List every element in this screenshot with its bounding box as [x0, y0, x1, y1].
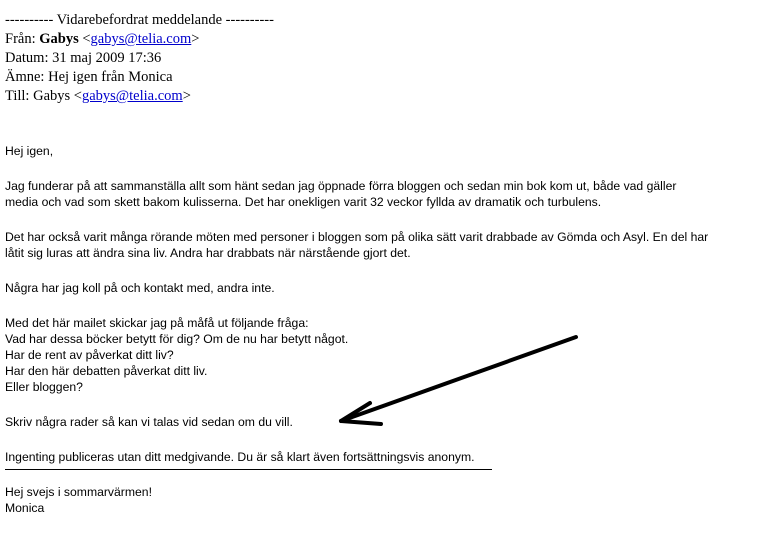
paragraph-3: [5, 280, 760, 296]
subject-value: Hej igen från Monica: [48, 69, 173, 85]
date-value: 31 maj 2009 17:36: [52, 50, 162, 66]
from-email-link[interactable]: gabys@telia.com: [90, 31, 192, 47]
question-3: Har den här debatten påverkat ditt liv.: [5, 364, 208, 378]
paragraph-1: [5, 178, 760, 210]
to-name: Gabys: [33, 88, 71, 104]
question-1: Vad har dessa böcker betytt för dig? Om de nu har betytt något.: [5, 332, 349, 346]
questions-intro: Med det här mailet skickar jag på måfå ut följande fråga:: [5, 316, 309, 330]
question-2: Har de rent av påverkat ditt liv?: [5, 348, 174, 362]
date-line: [5, 49, 274, 68]
message-body: [5, 143, 760, 465]
paragraph-2-line-1: Det har också varit många rörande möten med personer i bloggen som på olika sätt varit drabbade av Gömda och Asyl. En del har: [5, 230, 709, 244]
paragraph-3-line: Några har jag koll på och kontakt med, andra inte.: [5, 281, 275, 295]
from-line: Från: Gabys <gabys@telia.com>: [5, 31, 200, 47]
paragraph-2: [5, 229, 760, 261]
question-4: Eller bloggen?: [5, 380, 83, 394]
paragraph-1-line-2: media och vad som skett bakom kulisserna. Det har onekligen varit 32 veckor fyllda av dramatik och turbulens.: [5, 195, 602, 209]
to-line: Till: Gabys <gabys@telia.com>: [5, 88, 191, 104]
greeting: Hej igen,: [5, 144, 54, 158]
forward-separator: ---------- Vidarebefordrat meddelande ----------: [5, 12, 274, 28]
request-line: Skriv några rader så kan vi talas vid sedan om du vill.: [5, 415, 293, 429]
paragraph-2-line-2: låtit sig luras att ändra sina liv. Andra har drabbats när närstående gjort det.: [5, 246, 411, 260]
consent-paragraph: [5, 449, 760, 465]
date-label: Datum:: [5, 50, 49, 66]
handdrawn-underline: [5, 469, 492, 470]
subject-label: Ämne:: [5, 69, 45, 85]
to-label: Till:: [5, 88, 30, 104]
closing-block: [5, 484, 152, 516]
from-name: Gabys: [39, 31, 79, 47]
closing-signature: Monica: [5, 501, 45, 515]
request-paragraph: [5, 414, 760, 430]
questions-paragraph: [5, 315, 760, 395]
consent-line: Ingenting publiceras utan ditt medgivande. Du är så klart även fortsättningsvis anonym.: [5, 450, 475, 464]
greeting-paragraph: [5, 143, 760, 159]
from-label: Från:: [5, 31, 36, 47]
subject-line: [5, 68, 274, 87]
to-email-link[interactable]: gabys@telia.com: [81, 88, 183, 104]
forward-header: [5, 11, 274, 106]
closing-line-1: Hej svejs i sommarvärmen!: [5, 485, 152, 499]
paragraph-1-line-1: Jag funderar på att sammanställa allt som hänt sedan jag öppnade förra bloggen och sedan min bok kom ut, både vad gäller: [5, 179, 677, 193]
